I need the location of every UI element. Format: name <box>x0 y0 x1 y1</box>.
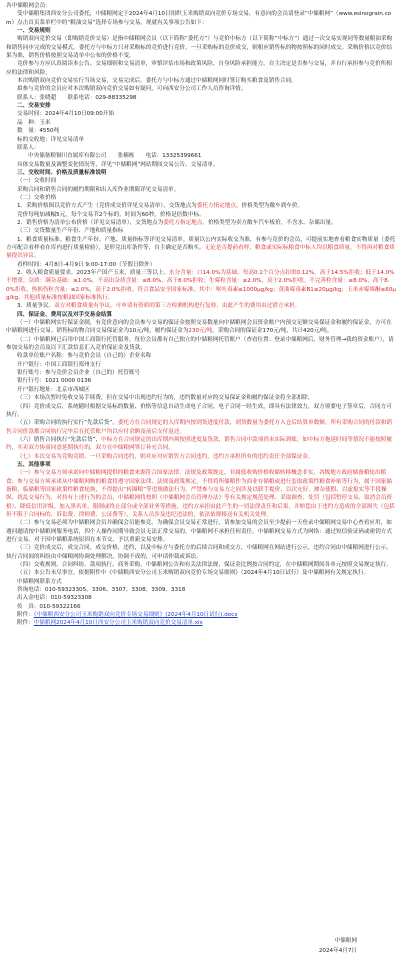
quality-standard <box>6 236 396 261</box>
escrow-paragraph: （二）中储粮网已启用中国工商银行托管服务。每位会员都有自己独立的中储粮网托管账户（查看位置：登录中储粮网后，财务管理→我的资金账户），请参加交易的会员及以下汇款信息汇入竞价保证金及货款。 <box>6 336 394 352</box>
footer-phone: 咨询电话：010-59323305、3306、3307、3308、3309、3318 <box>17 587 186 594</box>
trade-delivery: 标的交收地：详见交易清单 <box>17 136 85 143</box>
sale-price-text: 2．销售价格为清单公布价格（详见交易清单），交货地点为 <box>17 219 164 226</box>
bank-name: 开户银行：中国工商银行郑州支行 <box>17 361 101 368</box>
member-paragraph: （二）参与交易必须为中储粮网会员并确保会员能参竞。为确保会员交易正常进行，请参加交易的会员至少提前一天登录中储粮网交易中心查看应用，如遇问题请按中储粮网服务电话，四个人操作同期导致会员无法正常交易的，中储粮网不承担任何责任。中储粮网交易方式为网络：通过短信验证码或密钥方式进行交易。对于因中储粮系统原因在本节交，予以重新交易安排。 <box>6 520 392 543</box>
quality-standard-warning: 无论是否提前看样，粮食或实际标粮食中标人均以粮食质量，不得再对粮食质量提出异议。 <box>6 244 395 260</box>
rules-paragraph-4: 拟参与竞价的会员应对本次购销双向竞价交易如有疑问，可向西安分公司工作人员咨询详情。 <box>17 86 247 93</box>
footer-org: 中储粮网联系方式 <box>17 578 62 585</box>
section-3-title: 三、交收时间、价格及质量标准说明 <box>17 169 107 176</box>
storage-quality <box>6 269 396 302</box>
contact-line: 联系人：张晓超 联系电话：029-88335298 <box>17 94 137 101</box>
deposit-text: （一）中储粮网实行保证金制，有竞价意向的会员参与交易的保证金按照交易数量向中储粮网会员资金账户内预交足额交易保证金和履约保证金，方可在中储粮网进行交易。销售标的物合同交易保证金为10元/吨，履约保证金为 <box>6 320 392 335</box>
sale-payment <box>6 436 396 453</box>
rules-paragraph-1: 购销双向竞价交易（即购销竞价交易）是指中储粮网会员（以下简称“委托方”）与竞价中标方（以下简称“中标方”）通过一次交易实现同等数量粮油采购和销售同步完成的交易模式。委托方与中标方只对采购标的竞价进行竞价，一旦采购标的竞价成交，则相应销售标的物按照标的同时成交。采购价格以竞价结果为准，销售价格按照交易清单中公布的价格不变。 <box>6 36 393 60</box>
supplement-paragraph: （五）本公告未尽事宜，依据附件中《中储粮西安分公司玉米购销双向竞价专场交易细则》（2024年4月10日试行）及中储粮网有关规定执行。 <box>17 570 370 577</box>
attachment-2-label: 附件： <box>17 620 34 627</box>
purchase-price-text: 1．采购价格图以竞价方式产生（竞价成交价详见交易清单），交货地点为 <box>17 203 197 210</box>
purchase-location: 委托方指定地点 <box>196 203 236 210</box>
deposit-amount: 230元/吨 <box>188 328 213 335</box>
footer-funds-phone: 出入金电话：010-59323308 <box>17 595 92 602</box>
quality-dispute-text: 3．质量争议。 <box>17 303 55 310</box>
sale-location: 委托方指定地点 <box>163 219 203 226</box>
purchase-payment-text: （五）采购合同的执行实行“先款后货”， <box>17 420 118 427</box>
greeting: 各中储粮网会员： <box>6 3 51 9</box>
quality-dispute <box>6 302 396 310</box>
trade-time: 交易时间：2024年4月10日09:00开始 <box>17 111 114 118</box>
section-2-title: 二、交易安排 <box>17 103 51 110</box>
attachment-1-label: 附件： <box>17 612 34 619</box>
intro-paragraph: 受中储粮集团西安分公司委托，中储粮网定于2024年4月10日组织玉米购销双向竞价专场交易，有意向的会员请登录“中储粮网”（www.esinograin.com）点击首页菜单栏中的“粮油交易”选择专场参与交易，现就有关事项公告如下： <box>6 11 392 26</box>
sale-payment-text: （六）销售合同执行“先款后货”， <box>17 436 102 443</box>
purchase-payment-detail: 委托方在合同规定的入库期内按到货进度付款，到货数量为委托方入仓后结算单数额。所有采购合同的付款和销售合同价款都合同执行完毕后在托管账户均以应付余额及前后支付返还。 <box>6 420 392 435</box>
purchase-payment <box>6 419 396 436</box>
delivery-time-text: 采购合同和销售合同的履约期限和出入库作业期限详见交易清单。 <box>17 186 180 193</box>
purchase-price-tail: ，价格类型为敞车到车价。 <box>235 203 304 210</box>
attachment-1 <box>6 611 396 619</box>
section-4-title: 四、保证金、费用以及对手交易金结算 <box>17 311 113 318</box>
signature-date: 2024年4月7日 <box>318 948 357 954</box>
contract-paragraph: （四）竞价成交后，系统随时根据交易标的数量、价格等信息自动生成电子合同。电子合同一经生成，即具有法律效力，双方须要电子签章后，合同方可执行。 <box>6 403 392 418</box>
attachment-2 <box>6 619 396 627</box>
section-1-title: 一、交易规则 <box>17 28 51 35</box>
default-clause: （七）本次交易为竞购竞销，一旦采购合同违约，则对应对应销售方合同违约，违约方承担所有的违约责任全部保证金。 <box>17 453 314 460</box>
storage-quality-text: 2．收入粮食质量要求。2023年产国产玉米，质量三等以上。 <box>17 270 170 276</box>
quality-dispute-detail: 双方对粮食质量有争议，可申请有资质的第三方检测机构进行复检，由此产生的费用由过错方承担。 <box>54 303 301 310</box>
rules-paragraph-2: 竞价参与方应认真阅读本公告、交易细则和交易清单，审慎评估市场和政策风险、自身风险承担能力，自主决定是否参与交易，并自行承担参与竞价所相应的法律和风险。 <box>6 61 392 76</box>
fee-paragraph: （三）本场次暂时免收交易手续费，但在交易中出现违约行为的，违约数量对应的交易保证金和履约保证金将全部扣除。 <box>17 395 314 402</box>
purchase-price <box>6 202 396 210</box>
sale-price-tail: ，价格类型为卖方敞车汽车板价，不含水、杂储出量。 <box>202 219 337 226</box>
bank-code: 银行行号：1021 0000 0136 <box>17 378 92 385</box>
compliance-paragraph: （一）参与交易方须承诺向中储粮网提供的粮食来源符合国家法律、法规及政策规定，非属低收购价格收储转移概念非实、各级地方政府储备粮轮出粮食；参与交易方须承诺从中储粮网购的粮食将遵守国家法律、法规及政策规定，不得将所储粮作为商业存储粮或进行套取政策性粮食补贴等行为，属于国家储备粮、临储粮等国家政策性粮食轮换，不得提出“转圈粮”等违规做法行为。严禁参与交易方之间涉及以联手提价、以次充好、掺杂使假、以虚报实等手段操纵、扰乱交易行为，对持有上述行为的会员，中储粮网将按照《中储粮网会员管理办法》等有关规定规范处理、采取调查、处罚（包括暂停交易、取消会员资格）、降低信用评级、加入黑名单、限制或终止部分或全部业务等措施，违约方承担由此产生的一切法律责任和后果，并赔偿由于违约方造成的全部损失（包括但不限于合同标的、诉讼费、律师费、公证费等），关系人员涉及违纪违法的，依法依规移送有关机关处理。 <box>6 470 395 518</box>
rules-reference-paragraph: （四）交收规则、合同纠纷、款项执行、商务采购、中储粮网公告和有关法律法规、保证金比例按合同约定，在中储粮网期间各单元按照交易规定执行。 <box>17 562 392 569</box>
inspection-dates: 看样时间：4月8日-4月9日 9:00-17:00（节假日除外） <box>17 261 156 268</box>
storage-quality-spec: 水分含量：口14.0%为基础，每高0.1个百分点扣重0.12%，高于14.5%拒收；低于14.0%不增重。杂质：满杂基础：≤1.0%，不高出杂质含量：≤8.0%，高于8.0%拒收；生霉粒含量：≤2.0%，高于2.0%拒收。不完善粒含量：≤8.0%，高于8.0%拒收。热损伤粒含量：≤2.0%，高于2.0%拒收。符合食品安全国家标准，其中：呕吐毒素≤1000μg/kg；黄曲霉毒素B1≤20μg/kg；玉米赤霉烯酮≤60μg/kg，其他质量标准按粮油国家标准执行。 <box>6 270 396 302</box>
sale-price <box>6 219 396 227</box>
publicity-paragraph: （三）竞价成交后，成交合同、成交价格，违约，以及中标方与委托方的后续合同和成交方，中储粮网在网站进行公示，违约合同由中储粮网进行公示。执行合同间的纠纷由中储粮网协调处理解决，协调不成的，可申请仲裁或诉讼。 <box>6 545 392 560</box>
footer-fax: 传 真：010-59322166 <box>17 603 81 610</box>
section-5-title: 五、其他事项 <box>17 461 51 468</box>
rules-paragraph-3: 本次购销双向竞价交易实行当场交易，交易完成后，委托方与中标方通过中储粮网同时签订购买粮食及销售合同。 <box>17 78 297 85</box>
trade-quantity: 数 量：4550吨 <box>17 128 60 135</box>
deposit-tail: ，采购合同的保证金170元/吨，共计420元/吨。 <box>212 328 333 335</box>
bank-account-name: 收款单位账户名称：参与竞价会员（自己的）企业名称 <box>17 353 152 360</box>
delivery-time-heading: （一）交收时间 <box>17 178 57 185</box>
sale-payment-detail: 中标方在合同规定的出库期内须按照进度及货款，销售合同中款项尚未实际到账，如中标方拖延时间等情况不能按照履约，买卖双方协商同意延期执行的，双方在中储粮网签订补充合同。 <box>6 436 392 452</box>
deposit-paragraph <box>6 319 396 336</box>
bank-account-number: 银行账号：参与竞价会员企业（自己的）托管账号 <box>17 370 141 377</box>
price-heading: （二）交收价格 <box>17 194 57 201</box>
trade-variety: 品 种：玉米 <box>17 119 51 126</box>
trade-contact: 中央储备粮铜川直属库有限公司 张楠栋 电话：13325399661 <box>28 153 202 160</box>
attachment-2-link[interactable]: 中储粮网2024年4月10日西安分公司玉米购销双向竞价交易清单.xls <box>33 620 203 627</box>
attachment-1-link[interactable]: 《中储粮西安分公司玉米购销双向竞价专场交易细则》(2024年4月10日试行).docx <box>33 612 238 619</box>
bid-rule: 竞价每吨加减幅5元，每个交易节2个标的，时间为60秒，价格是倍数中标。 <box>17 211 205 218</box>
quality-heading: （三）交货数量生产年份、产地和质量指标 <box>17 228 124 235</box>
trade-contact-label: 联系人： <box>17 144 40 151</box>
bank-address: 开户银行地址：北京市西城区 <box>17 386 90 393</box>
quality-standard-text: 1．粮食质量标准。粮食生产年份、产地、质量指标等详见交易清单。质量以公内实际收交为准，有参与竞价的会员，可提前实地查看粮食实物质量（委托方可配合看样看在库内进行质量检验），是形兑出库条件等，自主确定是否购买。 <box>6 236 396 251</box>
trade-detail: 具体交易数量及调整变化情况等，详见“中储粮网”网站期间交易公告、交易清单。 <box>17 161 219 168</box>
signature-org: 中储粮网 <box>334 938 357 944</box>
